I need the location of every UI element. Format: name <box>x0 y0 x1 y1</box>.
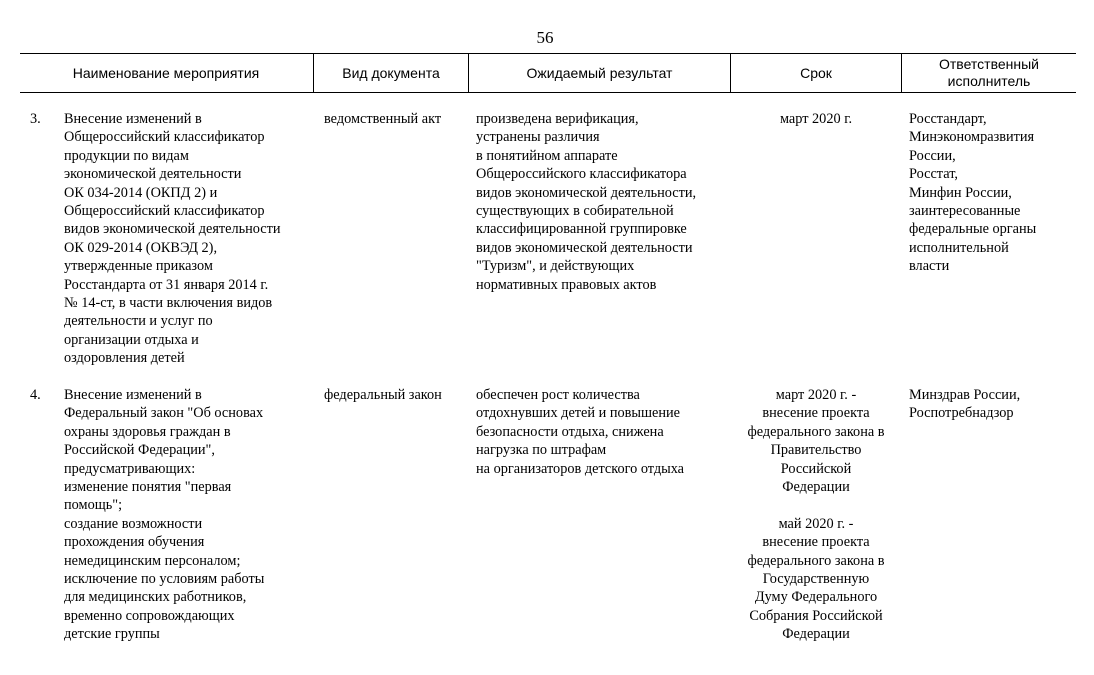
header-result: Ожидаемый результат <box>526 64 673 81</box>
row-term: март 2020 г. <box>779 111 853 127</box>
header-name: Наименование мероприятия <box>72 64 260 81</box>
row-term: март 2020 г. - внесение проекта федерального закона в Правительство Российской Федерации май 2020 г. - внесение проекта федерального закона в Государственную Думу Федерального Собрания Российской Федерации <box>747 387 885 643</box>
row-doc-type: федеральный закон <box>324 387 442 403</box>
row-number: 3. <box>30 111 41 127</box>
header-term: Срок <box>800 64 832 81</box>
row-result: произведена верификация, устранены различия в понятийном аппарате Общероссийского классификатора видов экономической деятельности, существующих в собирательной классифицированной группировке видов экономической деятельности "Туризм", и действующих нормативных правовых актов <box>476 111 697 293</box>
row-responsible: Минздрав России, Роспотребнадзор <box>909 387 1021 422</box>
row-result: обеспечен рост количества отдохнувших детей и повышение безопасности отдыха, снижена нагрузка по штрафам на организаторов детского отдыха <box>476 387 685 477</box>
page-number: 56 <box>536 28 554 47</box>
row-number: 4. <box>30 387 41 403</box>
row-responsible: Росстандарт, Минэкономразвития России, Росстат, Минфин России, заинтересованные федеральные органы исполнительной власти <box>909 111 1037 275</box>
row-name: Внесение изменений в Федеральный закон "Об основах охраны здоровья граждан в Российской Федерации", предусматривающих: изменение понятия "первая помощь"; создание возможности прохождения обучения немедицинским персоналом; исключение по условиям работы для медицинских работников, временно сопровождающих детские группы <box>64 387 265 643</box>
row-name: Внесение изменений в Общероссийский классификатор продукции по видам экономической деятельности ОК 034-2014 (ОКПД 2) и Общероссийский классификатор видов экономической деятельности ОК 029-2014 (ОКВЭД 2), утвержденные приказом Росстандарта от 31 января 2014 г. № 14-ст, в части включения видов деятельности и услуг по организации отдыха и оздоровления детей <box>64 111 281 367</box>
table-header <box>20 53 1076 93</box>
header-doc-type: Вид документа <box>342 64 440 81</box>
row-doc-type: ведомственный акт <box>324 111 442 127</box>
header-responsible: Ответственный исполнитель <box>939 56 1039 89</box>
